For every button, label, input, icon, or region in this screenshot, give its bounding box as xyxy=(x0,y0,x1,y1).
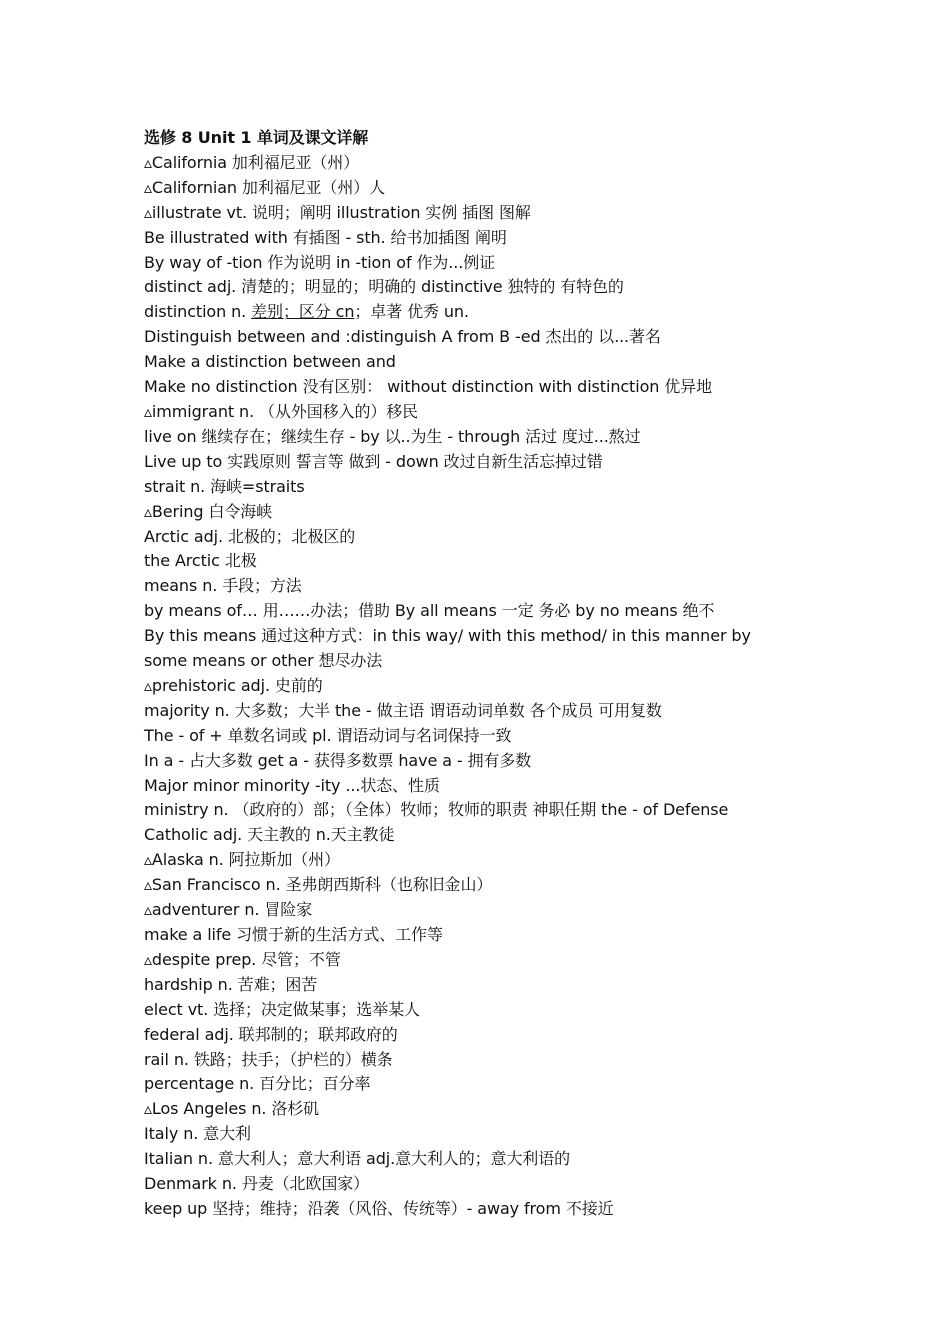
vocab-line: By way of -tion 作为说明 in -tion of 作为...例证 xyxy=(144,252,496,272)
vocab-line: Make no distinction 没有区别： without distinction with distinction 优异地 xyxy=(144,377,712,397)
document-body xyxy=(144,126,844,1222)
document-title: 选修 8 Unit 1 单词及课文详解 xyxy=(144,128,369,147)
vocab-line: In a - 占大多数 get a - 获得多数票 have a - 拥有多数 xyxy=(144,750,532,770)
vocab-line: rail n. 铁路；扶手；（护栏的）横条 xyxy=(144,1049,393,1069)
vocab-line: by means of… 用……办法；借助 By all means 一定 务必 by no means 绝不 xyxy=(144,601,715,621)
vocab-line: strait n. 海峡=straits xyxy=(144,476,305,496)
vocab-line-distinction xyxy=(144,300,844,325)
vocab-line: live on 继续存在；继续生存 - by 以..为生 - through 活过 度过...熬过 xyxy=(144,426,641,446)
vocab-line: Distinguish between and :distinguish A from B -ed 杰出的 以...著名 xyxy=(144,327,661,347)
vocab-line: ▵illustrate vt. 说明；阐明 illustration 实例 插图 图解 xyxy=(144,202,531,222)
underlined-phrase: 差别；区分 cn xyxy=(251,302,355,322)
vocab-line: Denmark n. 丹麦（北欧国家） xyxy=(144,1174,370,1194)
vocab-line: Arctic adj. 北极的；北极区的 xyxy=(144,526,356,546)
vocab-line: the Arctic 北极 xyxy=(144,551,257,571)
vocab-line: Be illustrated with 有插图 - sth. 给书加插图 阐明 xyxy=(144,227,507,247)
vocab-line: The - of + 单数名词或 pl. 谓语动词与名词保持一致 xyxy=(144,725,512,745)
vocab-line: hardship n. 苦难；困苦 xyxy=(144,974,318,994)
vocab-line: majority n. 大多数；大半 the - 做主语 谓语动词单数 各个成员 可用复数 xyxy=(144,700,662,720)
vocab-line: Make a distinction between and xyxy=(144,352,396,372)
vocab-line: percentage n. 百分比；百分率 xyxy=(144,1074,371,1094)
vocab-line: Live up to 实践原则 誓言等 做到 - down 改过自新生活忘掉过错 xyxy=(144,451,603,471)
vocab-line: ▵prehistoric adj. 史前的 xyxy=(144,675,323,695)
vocab-line: ▵California 加利福尼亚（州） xyxy=(144,152,360,172)
vocab-line: ▵immigrant n. （从外国移入的）移民 xyxy=(144,401,419,421)
vocab-line: Catholic adj. 天主教的 n.天主教徒 xyxy=(144,825,395,845)
vocab-line: ▵Bering 白令海峡 xyxy=(144,501,273,521)
vocab-line: elect vt. 选择；决定做某事；选举某人 xyxy=(144,999,420,1019)
vocab-line: ▵despite prep. 尽管；不管 xyxy=(144,949,341,969)
vocab-line-part: ；卓著 优秀 un. xyxy=(354,302,469,322)
vocab-line: ▵Californian 加利福尼亚（州）人 xyxy=(144,177,386,197)
vocab-line: Italian n. 意大利人；意大利语 adj.意大利人的；意大利语的 xyxy=(144,1149,571,1169)
vocab-line: keep up 坚持；维持；沿袭（风俗、传统等）- away from 不接近 xyxy=(144,1198,614,1218)
vocab-line: some means or other 想尽办法 xyxy=(144,651,383,671)
vocab-line: make a life 习惯于新的生活方式、工作等 xyxy=(144,925,443,944)
vocab-line: federal adj. 联邦制的；联邦政府的 xyxy=(144,1024,398,1044)
vocab-line: Italy n. 意大利 xyxy=(144,1124,251,1144)
vocab-line: ▵Los Angeles n. 洛杉矶 xyxy=(144,1099,320,1119)
vocab-line: ▵adventurer n. 冒险家 xyxy=(144,900,313,920)
vocab-line: distinct adj. 清楚的；明显的；明确的 distinctive 独特的 有特色的 xyxy=(144,277,624,297)
vocab-line: means n. 手段；方法 xyxy=(144,576,302,596)
vocab-line: Major minor minority -ity ...状态、性质 xyxy=(144,775,440,795)
vocab-line: ministry n. （政府的）部；（全体）牧师；牧师的职责 神职任期 the - of Defense xyxy=(144,800,729,820)
vocab-line: By this means 通过这种方式：in this way/ with this method/ in this manner by xyxy=(144,626,751,646)
vocab-line-part: distinction n. xyxy=(144,302,252,322)
vocab-line: ▵San Francisco n. 圣弗朗西斯科（也称旧金山） xyxy=(144,875,493,895)
vocab-line: ▵Alaska n. 阿拉斯加（州） xyxy=(144,850,340,870)
